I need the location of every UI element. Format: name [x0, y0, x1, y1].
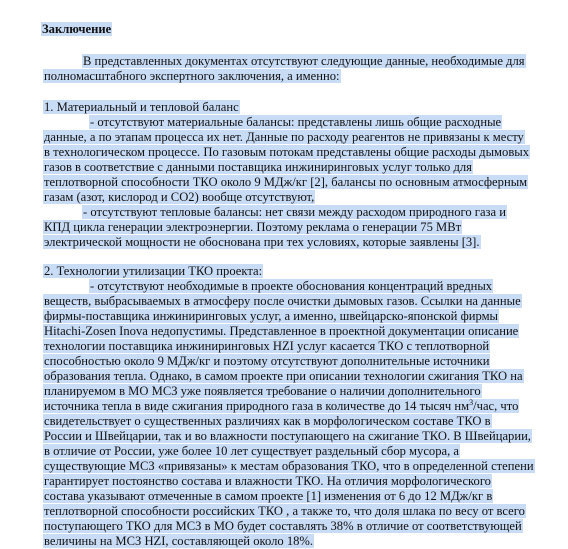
- paragraph-line: [43, 339, 490, 354]
- paragraph-text: в технологическом процессе. По газовым потокам представлены общие расходы дымовых: [44, 145, 530, 159]
- paragraph-text: фирмы-поставщика инжиниринговых услуг, а именно, швейцарско-японской фирмы: [44, 309, 499, 323]
- document-title-text: Заключение: [42, 22, 112, 36]
- paragraph-line: [43, 534, 314, 549]
- paragraph-text: [43, 399, 519, 413]
- paragraph-text: Hitachi-Zosen Inova недопустимы. Представленное в проектной документации описание: [44, 324, 519, 338]
- intro-line: [43, 69, 341, 84]
- paragraph-line: [43, 384, 482, 399]
- paragraph-text: теплотворной способности ТКО около 9 МДж/кг [2], балансы по основным атмосферным: [44, 175, 528, 189]
- paragraph-line: [43, 309, 499, 324]
- section2-heading-text: 2. Технологии утилизации ТКО проекта:: [44, 264, 263, 278]
- paragraph-text: величины на МСЗ HZI, составляющей около 18%.: [44, 534, 314, 548]
- paragraph-line-gas: [43, 399, 519, 414]
- paragraph-line: [43, 220, 462, 235]
- paragraph-text: газов в соответствие с данными поставщика инжиниринговых услуг только для: [44, 160, 472, 174]
- paragraph-text: данные, а по этапам процесса их нет. Данные по расходу реагентов не привязаны к месту: [44, 130, 524, 144]
- paragraph-line: [43, 160, 473, 175]
- paragraph-line: [43, 429, 532, 444]
- paragraph-line: [43, 324, 519, 339]
- paragraph-line: [89, 279, 493, 294]
- paragraph-text: гарантирует постоянство состава и влажности ТКО. На отличия морфологического: [44, 474, 491, 488]
- section2-heading: [43, 264, 263, 279]
- paragraph-text: поступающего ТКО для МСЗ в МО будет составлять 38% в отличие от соответствующей: [44, 519, 522, 533]
- section1-heading-text: 1. Материальный и тепловой баланс: [44, 100, 239, 114]
- paragraph-line: [43, 235, 481, 250]
- gas-text-before: источника тепла в виде сжигания природного газа в количестве до 14 тысяч нм: [44, 399, 470, 413]
- paragraph-line: [89, 115, 502, 130]
- paragraph-text: технологии поставщика инжиниринговых HZI услуг касается ТКО с теплотворной: [44, 339, 490, 353]
- paragraph-line: [43, 190, 315, 205]
- paragraph-text: состава указывают отмеченные в самом проекте [1] изменения от 6 до 12 МДж/кг в: [44, 489, 493, 503]
- paragraph-line: [43, 130, 525, 145]
- section1-heading: [43, 100, 240, 115]
- paragraph-text: планируемом в МО МСЗ уже появляется требование о наличии дополнительного: [44, 384, 481, 398]
- paragraph-line: [43, 444, 460, 459]
- paragraph-line: [43, 414, 492, 429]
- paragraph-text: КПД цикла генерации электроэнергии. Поэтому реклама о генерации 75 МВт: [44, 220, 462, 234]
- document-title: [41, 22, 112, 37]
- paragraph-text: теплотворной способности российских ТКО , а также то, что доля шлака по весу от всего: [44, 504, 525, 518]
- paragraph-line: [43, 354, 490, 369]
- paragraph-text: свидетельствует о существенных различиях как в морфологическом составе ТКО в: [44, 414, 491, 428]
- paragraph-line: [43, 519, 523, 534]
- intro-text: полномасштабного экспертного заключения, а именно:: [44, 69, 340, 83]
- paragraph-line: [43, 474, 492, 489]
- paragraph-text: веществ, выбрасываемых в атмосферу после очистки дымовых газов. Ссылки на данные: [44, 294, 521, 308]
- intro-text: В представленных документах отсутствуют следующие данные, необходимые для: [83, 54, 525, 68]
- paragraph-text: - отсутствуют тепловые балансы: нет связи между расходом природного газа и: [83, 205, 507, 219]
- intro-line: [82, 54, 526, 69]
- paragraph-text: существующие МСЗ «привязаны» к местам образования ТКО, что в определенной степени: [44, 459, 534, 473]
- paragraph-line: [43, 145, 530, 160]
- paragraph-text: в отличие от России, уже более 10 лет существует раздельный сбор мусора, а: [44, 444, 459, 458]
- paragraph-text: электрической мощности не обоснована при тех условиях, которые заявлены [3].: [44, 235, 480, 249]
- paragraph-text: - отсутствуют материальные балансы: представлены лишь общие расходные: [90, 115, 502, 129]
- paragraph-text: газам (азот, кислород и СО2) вообще отсутствуют,: [44, 190, 315, 204]
- paragraph-line: [43, 489, 493, 504]
- gas-text-after: /час, что: [473, 399, 519, 413]
- paragraph-line: [43, 369, 524, 384]
- paragraph-text: образования тепла. Однако, в самом проекте при описании технологии сжигания ТКО на: [44, 369, 523, 383]
- paragraph-line: [43, 294, 522, 309]
- paragraph-line: [82, 205, 507, 220]
- paragraph-line: [43, 504, 526, 519]
- gas-superscript: 3: [469, 397, 474, 407]
- paragraph-text: России и Швейцарии, так и во влажности поступающего на сжигание ТКО. В Швейцарии,: [44, 429, 531, 443]
- paragraph-text: - отсутствуют необходимые в проекте обоснования концентраций вредных: [90, 279, 493, 293]
- paragraph-line: [43, 459, 535, 474]
- paragraph-text: способностью около 9 МДж/кг и поэтому отсутствуют дополнительные источники: [44, 354, 490, 368]
- paragraph-line: [43, 175, 528, 190]
